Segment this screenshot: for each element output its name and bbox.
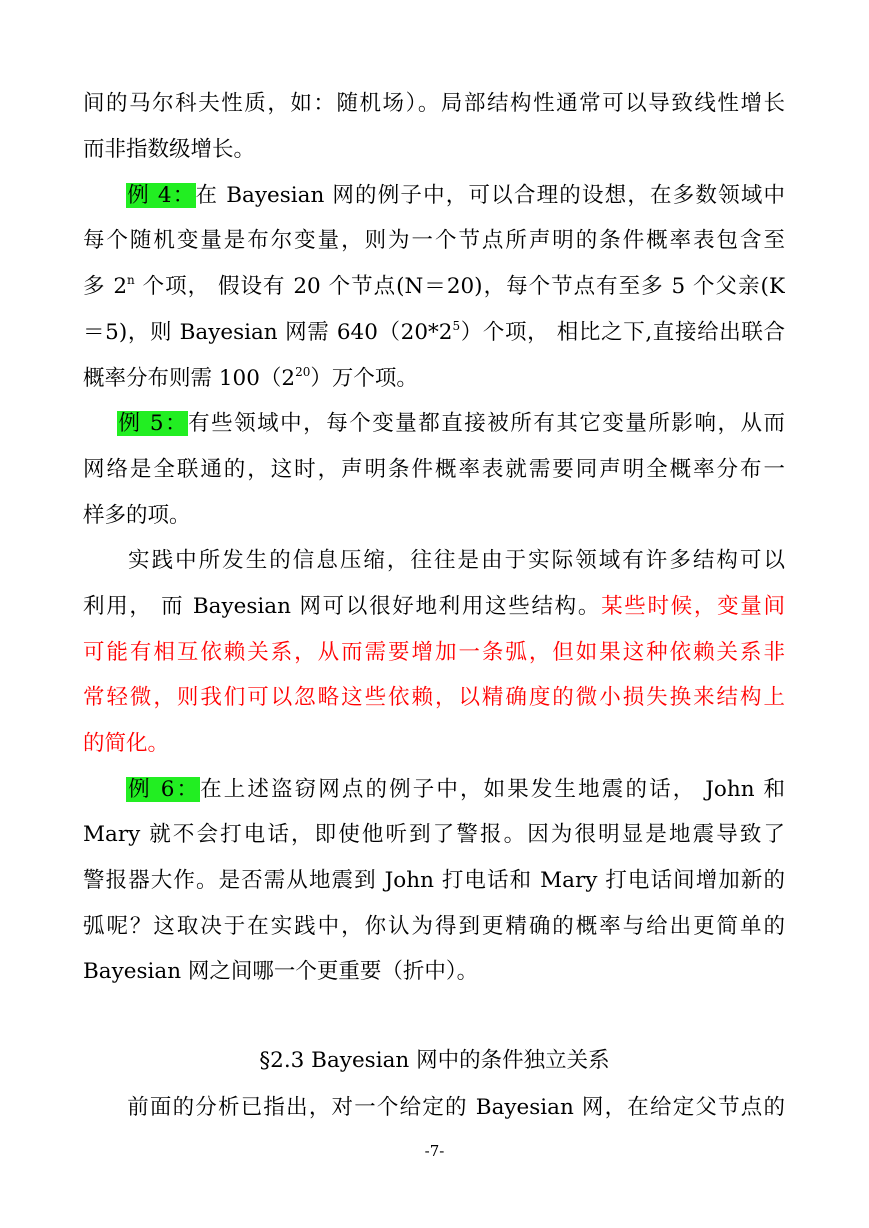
- text-run: 在上述盗窃网点的例子中，如果发生地震的话， John 和: [200, 777, 785, 802]
- emphasis-line: [83, 727, 785, 761]
- text-line: [83, 362, 785, 396]
- text-line: [83, 224, 785, 258]
- text-line: [83, 87, 785, 121]
- example-4-label: 例 4：: [126, 183, 196, 208]
- text-run: Bayesian 网之间哪一个更重要（折中）。: [83, 959, 479, 984]
- text-run: 而非指数级增长。: [83, 137, 256, 162]
- text-run: 多 2: [83, 274, 128, 299]
- example-4-line: [83, 179, 785, 213]
- text-run: Mary 就不会打电话，即使他听到了警报。因为很明显是地震导致了: [83, 822, 785, 847]
- text-run: 警报器大作。是否需从地震到 John 打电话和 Mary 打电话间增加新的: [83, 868, 785, 893]
- text-line: [83, 910, 785, 944]
- text-run: ）个项， 相比之下,直接给出联合: [460, 320, 785, 345]
- text-run: 的简化。: [83, 731, 170, 756]
- text-line: [83, 864, 785, 898]
- text-line: [83, 133, 785, 167]
- text-run: 实践中所发生的信息压缩，往往是由于实际领域有许多结构可以: [126, 548, 785, 573]
- text-line: [83, 544, 785, 578]
- text-line: [83, 955, 785, 989]
- text-line: [83, 499, 785, 533]
- text-run: 间的马尔科夫性质，如：随机场）。局部结构性通常可以导致线性增长: [83, 91, 785, 116]
- emphasis-line: [83, 636, 785, 670]
- text-run: 样多的项。: [83, 503, 191, 528]
- text-run: 每个随机变量是布尔变量，则为一个节点所声明的条件概率表包含至: [83, 228, 785, 253]
- text-run: 网络是全联通的，这时，声明条件概率表就需要同声明全概率分布一: [83, 457, 785, 482]
- text-line: [83, 316, 785, 350]
- example-6-label: 例 6：: [126, 777, 201, 802]
- text-line: [83, 1091, 785, 1125]
- text-run: 有些领域中，每个变量都直接被所有其它变量所影响，从而: [188, 411, 785, 436]
- text-line: [83, 590, 785, 624]
- example-5-line: [83, 407, 785, 441]
- text-line: [83, 270, 785, 304]
- text-run: 个项， 假设有 20 个节点(N＝20)，每个节点有至多 5 个父亲(K: [134, 274, 785, 299]
- example-5-label: 例 5：: [117, 411, 189, 436]
- superscript: 20: [295, 365, 311, 379]
- text-run: 可能有相互依赖关系，从而需要增加一条弧，但如果这种依赖关系非: [83, 640, 785, 665]
- text-run: ）万个项。: [310, 366, 418, 391]
- text-run: ＝5)，则 Bayesian 网需 640（20*2: [83, 320, 453, 345]
- emphasis-line: [83, 681, 785, 715]
- example-6-line: [83, 773, 785, 807]
- text-run: 在 Bayesian 网的例子中，可以合理的设想，在多数领域中: [195, 183, 785, 208]
- superscript: 5: [452, 319, 461, 333]
- text-run: 利用， 而 Bayesian 网可以很好地利用这些结构。: [83, 594, 602, 619]
- page-number: -7-: [424, 1142, 445, 1160]
- text-line: [83, 818, 785, 852]
- text-run: 前面的分析已指出，对一个给定的 Bayesian 网，在给定父节点的: [126, 1095, 785, 1120]
- text-line: [83, 453, 785, 487]
- superscript: n: [127, 273, 135, 287]
- text-run: 概率分布则需 100（2: [83, 366, 296, 391]
- text-run: 常轻微，则我们可以忽略这些依赖，以精确度的微小损失换来结构上: [83, 685, 785, 710]
- emphasis-text: 某些时候，变量间: [601, 594, 785, 619]
- text-run: 弧呢？这取决于在实践中，你认为得到更精确的概率与给出更简单的: [83, 914, 785, 939]
- section-heading: §2.3 Bayesian 网中的条件独立关系: [259, 1048, 610, 1073]
